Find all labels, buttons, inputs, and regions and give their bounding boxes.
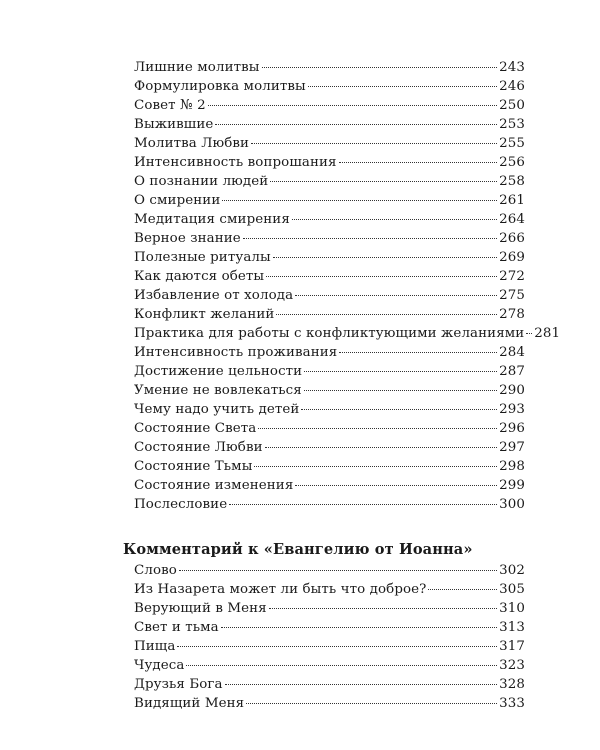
toc-entry [134, 381, 525, 400]
dot-leader [276, 314, 497, 315]
toc-entry-title: Медитация смирения [134, 212, 290, 227]
toc-entry-page-number: 253 [499, 117, 525, 132]
toc-entry-title: Чему надо учить детей [134, 402, 300, 417]
dot-leader [295, 295, 497, 296]
dot-leader [301, 409, 497, 410]
dot-leader [269, 608, 497, 609]
dot-leader [262, 67, 498, 68]
toc-entry-title: Полезные ритуалы [134, 250, 271, 265]
dot-leader [229, 504, 497, 505]
dot-leader [304, 371, 497, 372]
toc-entry-title: О познании людей [134, 174, 269, 189]
toc-entry [134, 229, 525, 248]
dot-leader [273, 257, 497, 258]
toc-entry-page-number: 266 [499, 231, 525, 246]
toc-entry-title: Видящий Меня [134, 696, 245, 711]
toc-entry-page-number: 269 [499, 250, 525, 265]
toc-entry-title: Состояние Тьмы [134, 459, 253, 474]
toc-entry-page-number: 305 [499, 582, 525, 597]
dot-leader [428, 589, 497, 590]
dot-leader [186, 665, 497, 666]
toc-entry [134, 115, 525, 134]
dot-leader [243, 238, 497, 239]
dot-leader [208, 105, 497, 106]
toc-entry-page-number: 310 [499, 601, 525, 616]
dot-leader [225, 684, 498, 685]
toc-entry-page-number: 317 [499, 639, 525, 654]
toc-entry [134, 618, 525, 637]
toc-entry-title: Состояние Любви [134, 440, 263, 455]
toc-entry-title: Друзья Бога [134, 677, 223, 692]
toc-entry-page-number: 293 [499, 402, 525, 417]
dot-leader [295, 485, 497, 486]
toc-entry [134, 400, 525, 419]
toc-entry-title: Интенсивность вопрошания [134, 155, 337, 170]
toc-entry-page-number: 323 [499, 658, 525, 673]
toc-entry [134, 191, 525, 210]
toc-entry-page-number: 272 [499, 269, 525, 284]
toc-entry [134, 267, 525, 286]
toc-entry-page-number: 255 [499, 136, 525, 151]
toc-entry-title: Пища [134, 639, 176, 654]
toc-entry-page-number: 284 [499, 345, 525, 360]
dot-leader [222, 200, 497, 201]
toc-entry-page-number: 264 [499, 212, 525, 227]
dot-leader [339, 162, 498, 163]
toc-entry-title: Лишние молитвы [134, 60, 260, 75]
toc-entry-title: Послесловие [134, 497, 228, 512]
toc-entry-title: Свет и тьма [134, 620, 219, 635]
toc-entry [134, 134, 525, 153]
dot-leader [251, 143, 497, 144]
dot-leader [266, 276, 497, 277]
toc-entry-title: О смирении [134, 193, 221, 208]
toc-entry [134, 248, 525, 267]
toc-entry [134, 637, 525, 656]
toc-entry-title: Слово [134, 563, 177, 578]
dot-leader [246, 703, 497, 704]
toc-entry [134, 210, 525, 229]
dot-leader [179, 570, 497, 571]
toc-entry [134, 77, 525, 96]
toc-entry [134, 172, 525, 191]
toc-entry [134, 457, 525, 476]
toc-entry-title: Из Назарета может ли быть что доброе? [134, 582, 427, 597]
toc-entry-title: Конфликт желаний [134, 307, 275, 322]
toc-entry-page-number: 250 [499, 98, 525, 113]
toc-entry [134, 495, 525, 514]
toc-entry-title: Молитва Любви [134, 136, 250, 151]
dot-leader [526, 333, 532, 334]
toc-entry-page-number: 313 [499, 620, 525, 635]
table-of-contents-section [134, 561, 525, 713]
toc-entry-page-number: 281 [534, 326, 561, 341]
toc-entry-page-number: 300 [499, 497, 525, 512]
dot-leader [254, 466, 497, 467]
toc-entry-title: Интенсивность проживания [134, 345, 338, 360]
toc-entry [134, 153, 525, 172]
toc-entry-page-number: 296 [499, 421, 525, 436]
toc-entry-page-number: 302 [499, 563, 525, 578]
toc-entry-title: Формулировка молитвы [134, 79, 306, 94]
table-of-contents [134, 58, 561, 514]
dot-leader [292, 219, 497, 220]
toc-entry [134, 305, 525, 324]
toc-entry-title: Состояние Света [134, 421, 257, 436]
toc-entry [134, 58, 525, 77]
toc-entry [134, 343, 525, 362]
toc-entry [134, 580, 525, 599]
toc-entry-page-number: 258 [499, 174, 525, 189]
toc-entry-page-number: 275 [499, 288, 525, 303]
dot-leader [221, 627, 497, 628]
toc-entry-title: Верующий в Меня [134, 601, 267, 616]
toc-entry-page-number: 261 [499, 193, 525, 208]
toc-entry-title: Совет № 2 [134, 98, 206, 113]
toc-entry-title: Как даются обеты [134, 269, 265, 284]
dot-leader [339, 352, 497, 353]
toc-entry-page-number: 297 [499, 440, 525, 455]
toc-entry-page-number: 278 [499, 307, 525, 322]
toc-entry-page-number: 290 [499, 383, 525, 398]
toc-entry [134, 286, 525, 305]
toc-entry-title: Умение не вовлекаться [134, 383, 302, 398]
toc-entry [134, 561, 525, 580]
toc-entry [134, 656, 525, 675]
toc-entry-page-number: 299 [499, 478, 525, 493]
toc-entry [134, 419, 525, 438]
dot-leader [215, 124, 497, 125]
dot-leader [177, 646, 497, 647]
toc-entry-title: Состояние изменения [134, 478, 294, 493]
toc-entry [134, 694, 525, 713]
toc-entry-page-number: 243 [499, 60, 525, 75]
dot-leader [270, 181, 497, 182]
toc-entry [134, 599, 525, 618]
toc-entry-page-number: 246 [499, 79, 525, 94]
toc-entry-page-number: 287 [499, 364, 525, 379]
toc-entry [134, 96, 525, 115]
toc-entry-page-number: 333 [499, 696, 525, 711]
toc-entry [134, 476, 525, 495]
toc-entry [134, 438, 525, 457]
toc-entry-page-number: 298 [499, 459, 525, 474]
toc-entry-page-number: 256 [499, 155, 525, 170]
dot-leader [258, 428, 497, 429]
dot-leader [265, 447, 498, 448]
toc-entry [134, 324, 561, 343]
toc-entry [134, 675, 525, 694]
section-heading: Комментарий к «Евангелию от Иоанна» [123, 541, 473, 558]
toc-entry-title: Верное знание [134, 231, 241, 246]
toc-entry-title: Выжившие [134, 117, 214, 132]
toc-entry-page-number: 328 [499, 677, 525, 692]
toc-entry-title: Достижение цельности [134, 364, 303, 379]
dot-leader [308, 86, 497, 87]
toc-entry-title: Практика для работы с конфликтующими желаниями [134, 326, 525, 341]
toc-entry [134, 362, 525, 381]
toc-entry-title: Избавление от холода [134, 288, 294, 303]
dot-leader [304, 390, 497, 391]
toc-entry-title: Чудеса [134, 658, 185, 673]
